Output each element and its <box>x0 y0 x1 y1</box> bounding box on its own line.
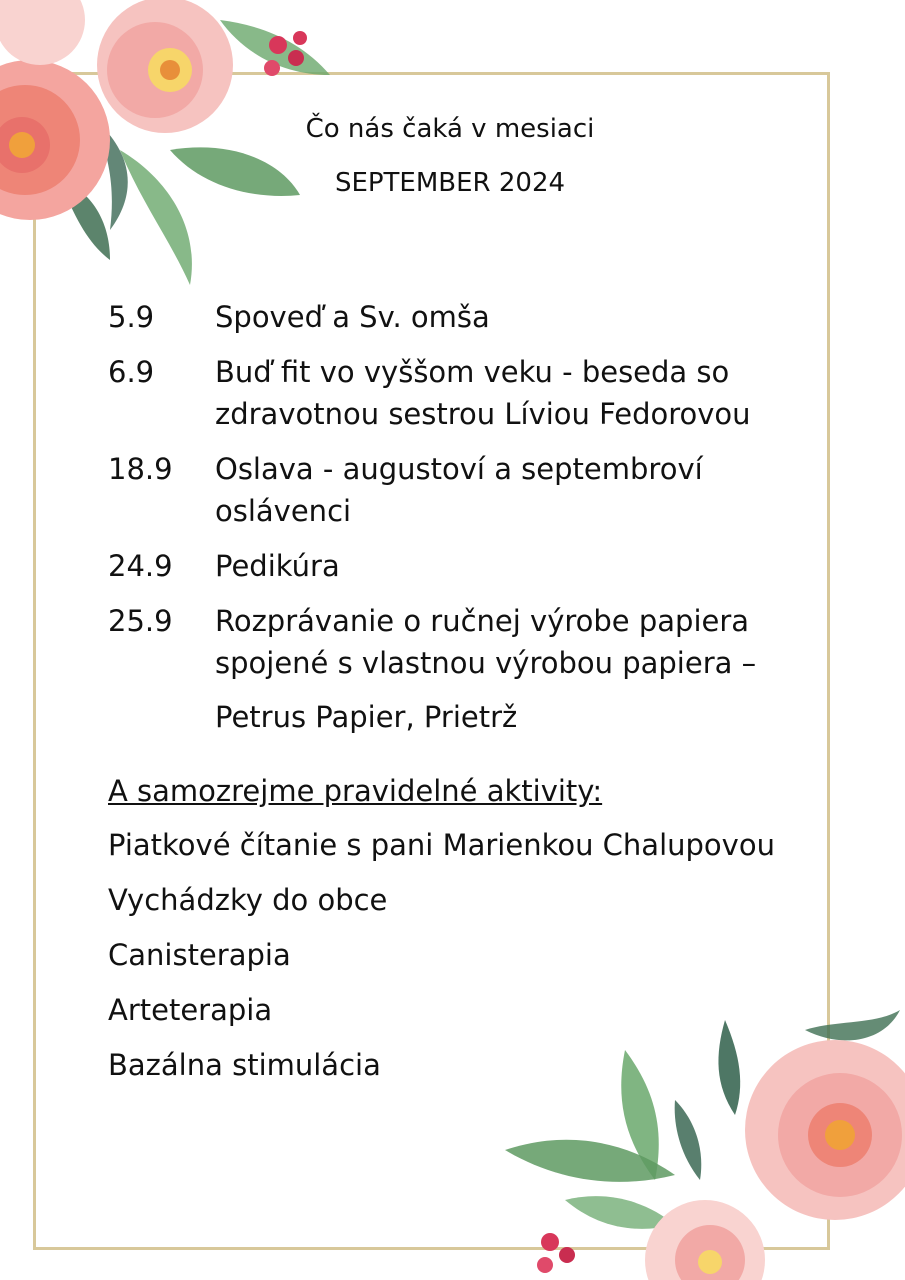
event-description-line: Petrus Papier, Prietrž <box>215 700 518 734</box>
activity-item: Piatkové čítanie s pani Marienkou Chalupovou <box>108 828 775 862</box>
event-description <box>215 600 788 738</box>
event-description-line: Rozprávanie o ručnej výrobe papiera <box>215 604 750 638</box>
event-description <box>215 351 788 435</box>
event-date: 5.9 <box>108 300 155 334</box>
heading-line-2: SEPTEMBER 2024 <box>334 168 566 198</box>
activity-item: Vychádzky do obce <box>108 883 388 917</box>
event-description <box>215 448 788 532</box>
event-list <box>108 296 788 751</box>
event-date: 18.9 <box>108 452 173 486</box>
event-description-line: oslávenci <box>215 494 352 528</box>
event-description-line: zdravotnou sestrou Líviou Fedorovou <box>215 397 751 431</box>
event-description-line: spojené s vlastnou výrobou papiera – <box>215 646 757 680</box>
activity-item: Arteterapia <box>108 993 273 1027</box>
heading-line-1: Čo nás čaká v mesiaci <box>305 114 595 144</box>
event-description <box>215 296 788 338</box>
event-row <box>108 296 788 338</box>
event-description <box>215 545 788 587</box>
regular-activities <box>108 770 808 1099</box>
event-row <box>108 448 788 532</box>
event-row <box>108 600 788 738</box>
regular-activities-heading: A samozrejme pravidelné aktivity: <box>108 774 603 808</box>
floral-decoration-top-left <box>0 0 360 300</box>
event-date: 25.9 <box>108 604 173 638</box>
event-description-line: Pedikúra <box>215 549 340 583</box>
event-description-line: Buď fit vo vyššom veku - beseda so <box>215 355 730 389</box>
event-description-line: Oslava - augustoví a septembroví <box>215 452 703 486</box>
event-row <box>108 351 788 435</box>
event-date: 24.9 <box>108 549 173 583</box>
event-description-line: Spoveď a Sv. omša <box>215 300 490 334</box>
event-date: 6.9 <box>108 355 155 389</box>
activity-item: Canisterapia <box>108 938 291 972</box>
event-row <box>108 545 788 587</box>
activity-item: Bazálna stimulácia <box>108 1048 381 1082</box>
